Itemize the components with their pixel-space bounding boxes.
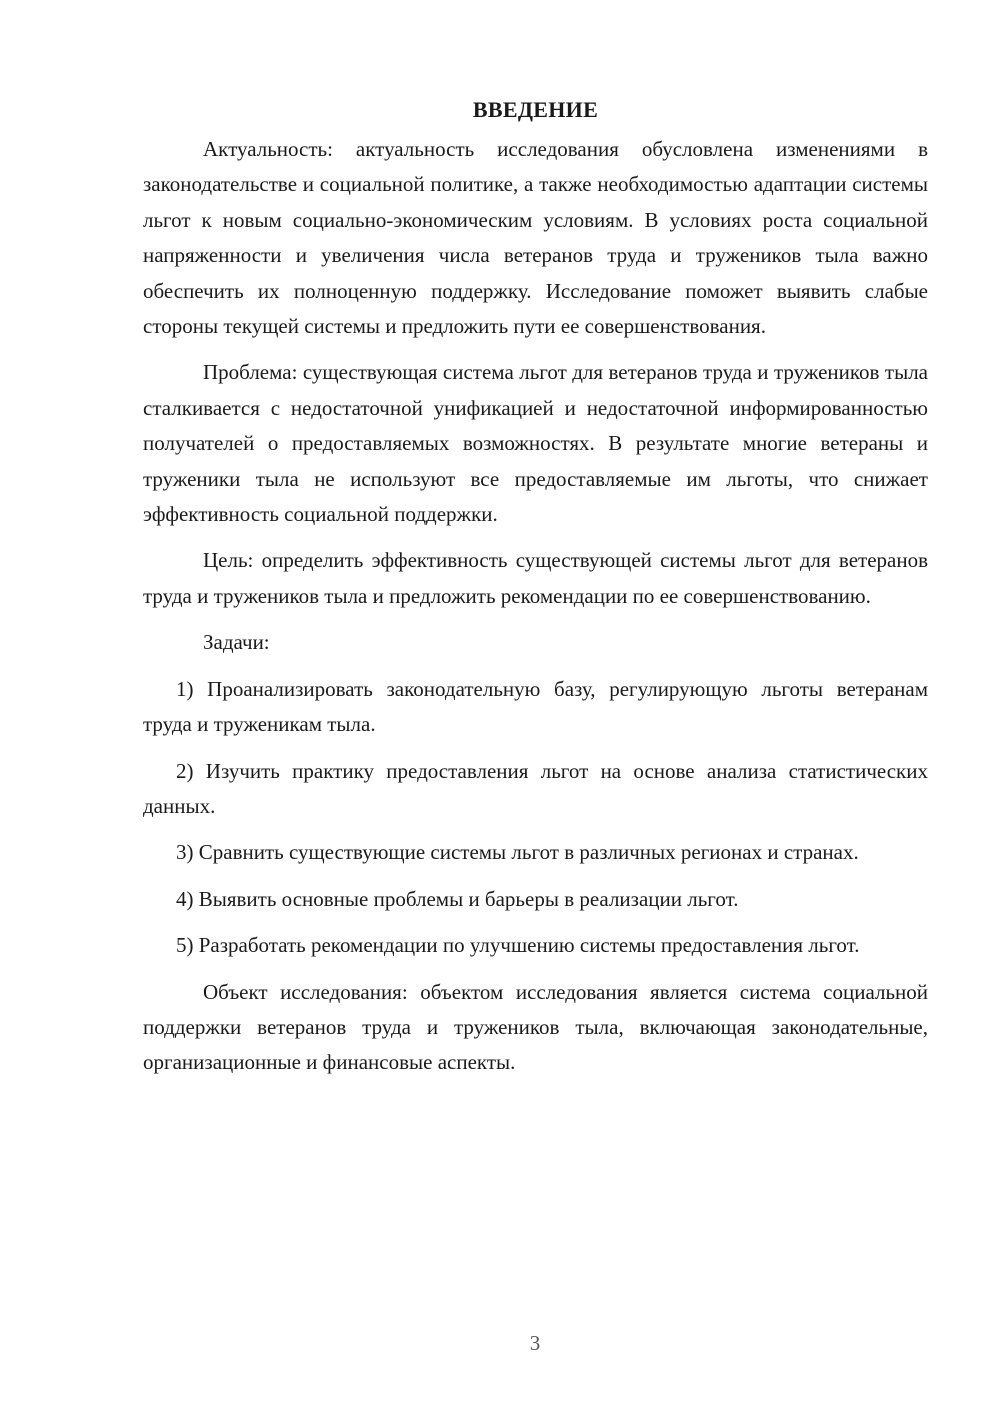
- paragraph-goal: Цель: определить эффективность существующей системы льгот для ветеранов труда и тружеников тыла и предложить рекомендации по ее совершенствованию.: [143, 548, 928, 608]
- task-item: 3) Сравнить существующие системы льгот в различных регионах и странах.: [176, 840, 859, 865]
- paragraph-actuality: Актуальность: актуальность исследования обусловлена изменениями в законодательстве и социальной политике, а также необходимостью адаптации системы льгот к новым социально-экономическим условиям. В условиях роста социальной напряженности и увеличения числа ветеранов труда и тружеников тыла важно обеспечить их полноценную поддержку. Исследование поможет выявить слабые стороны текущей системы и предложить пути ее совершенствования.: [143, 137, 928, 339]
- task-item: 1) Проанализировать законодательную базу, регулирующую льготы ветеранам труда и труженикам тыла.: [143, 676, 928, 737]
- tasks-list: [143, 672, 928, 964]
- task-item: 5) Разработать рекомендации по улучшению системы предоставления льгот.: [176, 933, 860, 958]
- paragraph-object: Объект исследования: объектом исследования является система социальной поддержки ветеранов труда и тружеников тыла, включающая законодательные, организационные и финансовые аспекты.: [143, 979, 928, 1075]
- task-item: 2) Изучить практику предоставления льгот на основе анализа статистических данных.: [143, 758, 928, 818]
- document-page: [143, 92, 928, 1092]
- paragraph-problem: Проблема: существующая система льгот для ветеранов труда и тружеников тыла сталкивается с недостаточной унификацией и недостаточной информированностью получателей о предоставляемых возможностях. В результате многие ветераны и труженики тыла не используют все предоставляемые им льготы, что снижает эффективность социальной поддержки.: [143, 360, 928, 527]
- page-number: 3: [529, 1331, 541, 1355]
- section-title: ВВЕДЕНИЕ: [472, 97, 599, 122]
- tasks-heading: Задачи:: [203, 630, 270, 655]
- task-item: 4) Выявить основные проблемы и барьеры в реализации льгот.: [176, 886, 739, 911]
